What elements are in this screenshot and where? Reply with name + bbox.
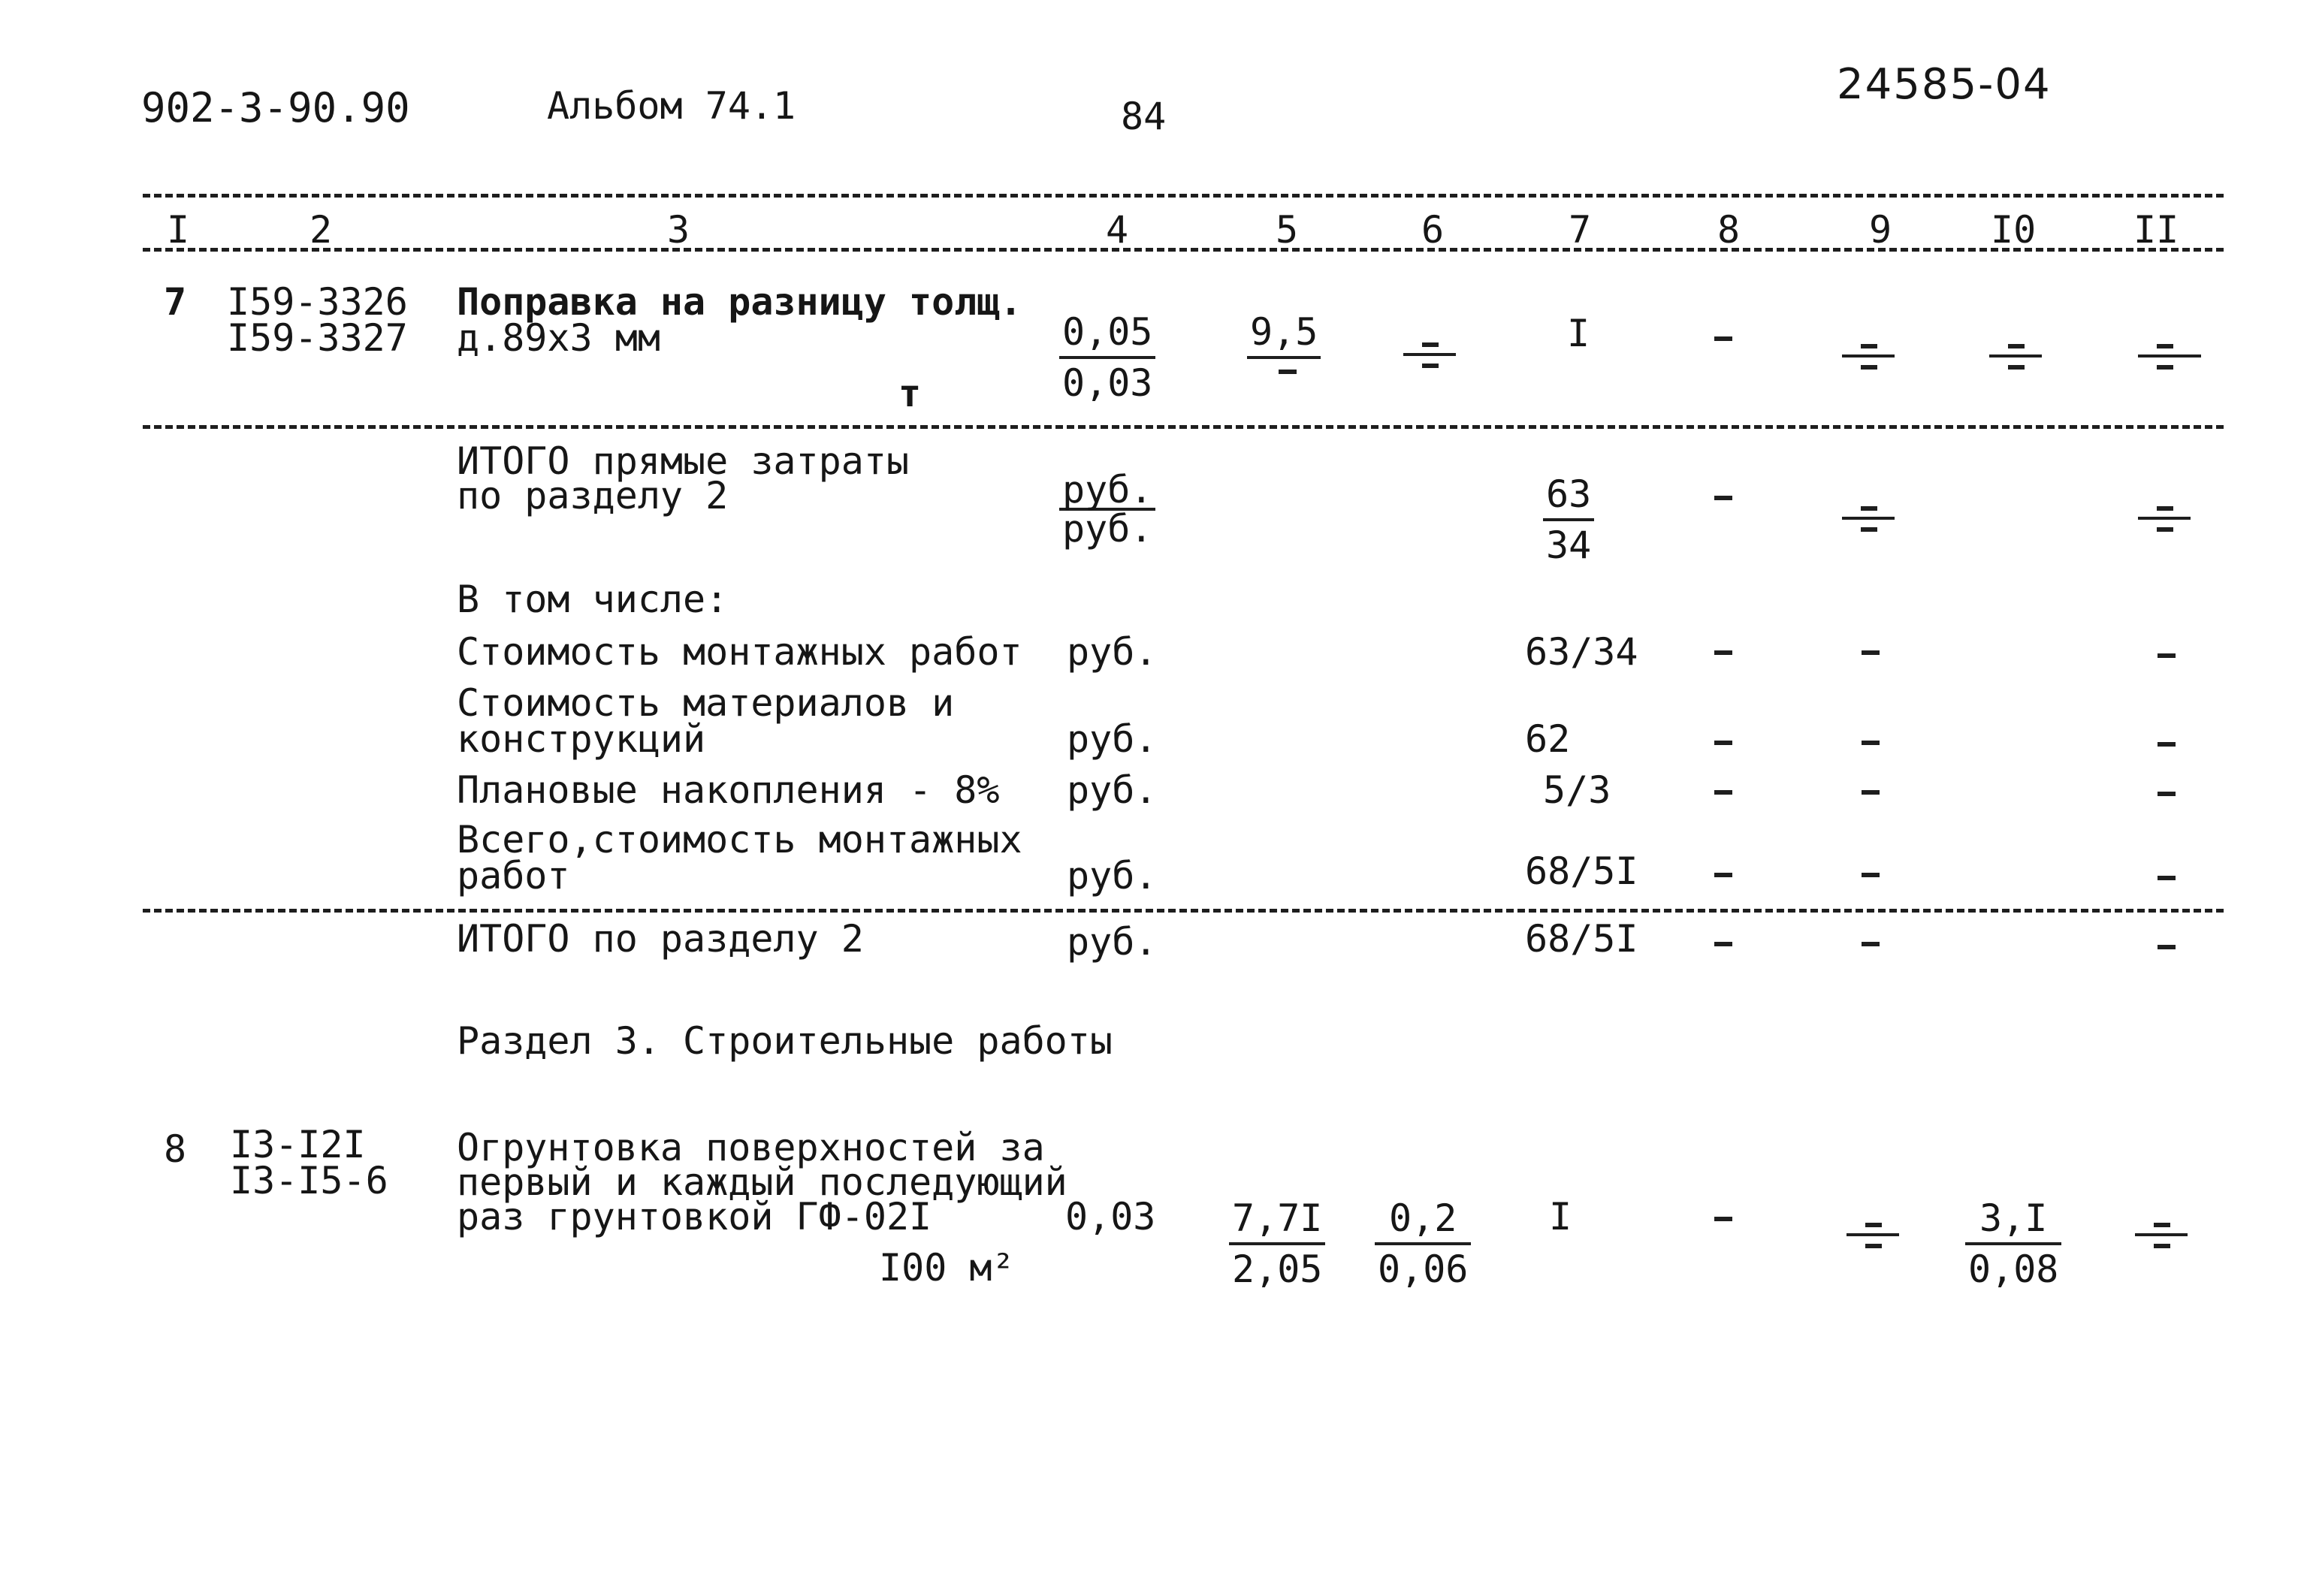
col-header-1: I — [167, 208, 190, 252]
col11-dash — [2158, 945, 2176, 949]
row-description: ИТОГО прямые затраты — [457, 439, 910, 483]
col5-denominator-dash — [1279, 370, 1297, 374]
col7-value: I — [1549, 1195, 1572, 1238]
row-code: I3-I5-6 — [230, 1159, 388, 1202]
row-description: Поправка на разницу толщ. — [457, 280, 1022, 324]
row-description: конструкций — [457, 717, 706, 761]
col4-fraction — [1059, 468, 1155, 551]
col7-value: 68/5I — [1525, 917, 1638, 961]
row-description: Всего,стоимость монтажных — [457, 818, 1022, 861]
fraction-denominator: 0,03 — [1062, 361, 1153, 405]
col11-dash — [2158, 742, 2176, 747]
col4-fraction — [1059, 308, 1155, 407]
fraction-numerator: 63 — [1543, 470, 1594, 521]
row-description: ИТОГО по разделу 2 — [457, 917, 864, 961]
col11-empty-fraction — [2138, 354, 2201, 358]
col-header-2: 2 — [310, 208, 333, 252]
row-description: работ — [457, 854, 570, 898]
col-header-9: 9 — [1869, 208, 1892, 252]
col7-value: 5/3 — [1543, 768, 1611, 812]
col8-dash — [1714, 790, 1732, 795]
header-bottom-rule — [143, 248, 2224, 252]
col6-empty-fraction — [1403, 353, 1456, 356]
col9-dash — [1862, 790, 1880, 795]
col-header-4: 4 — [1106, 208, 1129, 252]
fraction-numerator: руб. — [1059, 472, 1155, 511]
row-description: Стоимость монтажных работ — [457, 630, 1022, 674]
col11-empty-fraction — [2138, 517, 2191, 520]
row-description: Стоимость материалов и — [457, 681, 955, 725]
fraction-numerator: 0,05 — [1059, 308, 1155, 359]
row-description: д.89х3 мм — [457, 316, 660, 360]
col7-value: 62 — [1525, 717, 1571, 761]
row-description: первый и каждый последующий — [457, 1160, 1067, 1204]
col7-fraction — [1543, 470, 1594, 569]
col7-value: I — [1567, 312, 1590, 355]
col8-dash — [1714, 741, 1732, 745]
col5-fraction — [1247, 308, 1321, 359]
col5-fraction — [1229, 1194, 1325, 1293]
col10-fraction — [1965, 1194, 2061, 1293]
col10-empty-fraction — [1989, 354, 2042, 358]
fraction-denominator: 2,05 — [1232, 1248, 1323, 1291]
album-label: Альбом 74.1 — [547, 84, 796, 128]
col9-empty-fraction — [1842, 354, 1895, 358]
col11-dash — [2158, 653, 2176, 658]
col-header-11: II — [2133, 208, 2179, 252]
page-number: 84 — [1121, 95, 1167, 138]
row-code: I3-I2I — [230, 1123, 366, 1166]
col8-dash — [1714, 496, 1732, 500]
col11-dash — [2158, 876, 2176, 880]
col9-dash — [1862, 942, 1880, 946]
row-unit: руб. — [1067, 854, 1158, 898]
col8-dash — [1714, 942, 1732, 946]
col11-empty-fraction — [2135, 1233, 2188, 1236]
fraction-numerator: 9,5 — [1247, 308, 1321, 359]
col7-value: 63/34 — [1525, 630, 1638, 674]
row-unit: руб. — [1067, 920, 1158, 964]
col8-dash — [1714, 873, 1732, 877]
col8-dash — [1714, 650, 1732, 655]
col7-value: 68/5I — [1525, 849, 1638, 893]
row-number: 8 — [164, 1127, 187, 1171]
col9-empty-fraction — [1847, 1233, 1899, 1236]
col6-fraction — [1375, 1194, 1471, 1293]
row-unit: т — [898, 372, 922, 415]
row-description: Плановые накопления - 8% — [457, 768, 1000, 812]
handwritten-stamp: 24585-04 — [1837, 60, 2052, 109]
row-description: Огрунтовка поверхностей за — [457, 1126, 1045, 1169]
row-description: по разделу 2 — [457, 474, 729, 517]
col9-dash — [1862, 650, 1880, 655]
col-header-10: I0 — [1991, 208, 2037, 252]
row-separator — [143, 425, 2224, 429]
col9-empty-fraction — [1842, 517, 1895, 520]
fraction-numerator: 3,I — [1965, 1194, 2061, 1245]
row-number: 7 — [164, 280, 187, 324]
row-code: I59-3326 — [227, 280, 408, 324]
fraction-denominator: 0,06 — [1378, 1248, 1469, 1291]
row-description: раз грунтовкой ГФ-02I — [457, 1195, 932, 1238]
row-unit: руб. — [1067, 630, 1158, 674]
col-header-5: 5 — [1276, 208, 1299, 252]
col8-dash — [1714, 336, 1732, 341]
fraction-denominator: 0,08 — [1968, 1248, 2059, 1291]
row-unit: руб. — [1067, 768, 1158, 812]
row-separator — [143, 909, 2224, 913]
row-code: I59-3327 — [227, 316, 408, 360]
col9-dash — [1862, 873, 1880, 877]
fraction-numerator: 7,7I — [1229, 1194, 1325, 1245]
header-top-rule — [143, 194, 2224, 198]
col11-dash — [2158, 792, 2176, 796]
col8-dash — [1714, 1217, 1732, 1221]
row-unit: I00 м² — [879, 1246, 1015, 1290]
section-heading: Раздел 3. Строительные работы — [457, 1019, 1113, 1063]
col9-dash — [1862, 741, 1880, 745]
document-code: 902-3-90.90 — [141, 84, 410, 131]
row-unit: руб. — [1067, 717, 1158, 761]
fraction-numerator: 0,2 — [1375, 1194, 1471, 1245]
subheading-including: В том числе: — [457, 578, 729, 621]
fraction-denominator: 34 — [1546, 523, 1592, 567]
col-header-3: 3 — [667, 208, 690, 252]
col-header-6: 6 — [1421, 208, 1445, 252]
fraction-denominator: руб. — [1062, 507, 1153, 551]
col-header-8: 8 — [1717, 208, 1741, 252]
col4-value: 0,03 — [1065, 1195, 1156, 1238]
col-header-7: 7 — [1569, 208, 1592, 252]
